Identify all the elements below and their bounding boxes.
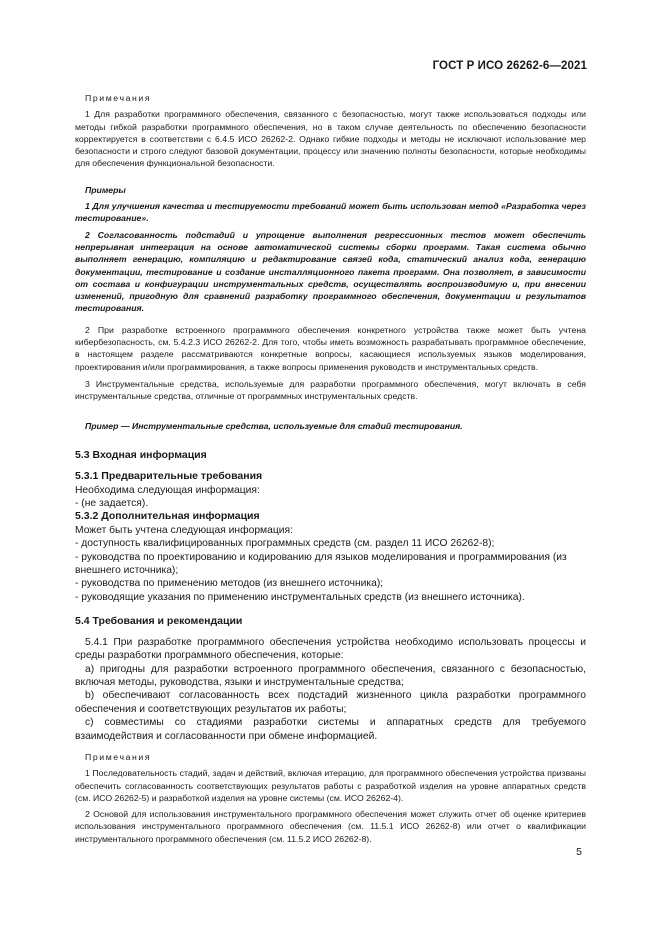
list-item: - доступность квалифицированных программных средств (см. раздел 11 ИСО 26262-8); [75,538,495,550]
requirement-item-a: a) пригодны для разработки встроенного программного обеспечения, связанного с безопасностью, включая методы, руководства, языки и инструментальные средства; [75,663,586,688]
page-number: 5 [576,846,582,858]
section-text: Необходима следующая информация: [75,484,260,496]
example-tools: Пример — Инструментальные средства, используемые для стадий тестирования. [85,420,463,431]
notes-heading: Примечания [85,751,152,762]
note-paragraph: 2 Основой для использования инструментального программного обеспечения может служить отчет об оценке критериев использования инструментального программного обеспечения (см. 11.5.1 ИСО 26262-8) или отчет о квалификации инструментального программного обеспечения (см. 11.5.2 ИСО 26262-8). [75,809,586,844]
list-item: - руководящие указания по применению инструментальных средств (из внешнего источника). [75,591,525,603]
section-5-4-title: 5.4 Требования и рекомендации [75,615,243,628]
section-text: Может быть учтена следующая информация: [75,524,293,536]
requirement-paragraph: 5.4.1 При разработке программного обеспечения устройства необходимо использовать процессы и среды разработки программного обеспечения, которые: [75,636,586,662]
list-item: - руководства по применению методов (из внешнего источника); [75,578,384,590]
requirement-item-c: c) совместимы со стадиями разработки системы и аппаратных средств для требуемого взаимодействия и согласованности при обмене информацией. [75,717,586,742]
example-paragraph: 2 Согласованность подстадий и упрощение выполнения регрессионных тестов может обеспечить непрерывная интеграция на основе автоматической системы сборки программ. Такая система обычно выполняет генерацию, компиляцию и редактирование связей кода, статический анализ кода, генерацию документации, тестирование и создание инсталляционного пакета программ. Она позволяет, в зависимости от состава и конфигурации инструментальных средств, осуществлять воспроизводимую и, при внесении изменений, пригодную для сравнений разработку программного обеспечения, документации и результатов тестирования. [75,229,586,314]
examples-heading: Примеры [85,184,126,195]
notes-heading: Примечания [85,93,152,103]
example-paragraph: 1 Для улучшения качества и тестируемости требований может быть использован метод «Разработка через тестирование». [75,201,586,224]
list-item: - руководства по проектированию и кодированию для языков моделирования и программирования (из внешнего источника); [75,551,567,577]
document-header: ГОСТ Р ИСО 26262-6—2021 [432,60,587,72]
section-5-3-1-title: 5.3.1 Предварительные требования [75,470,263,483]
note-paragraph: 3 Инструментальные средства, используемые для разработки программного обеспечения, могут включать в себя инструментальные средства, отличные от программных инструментальных средств. [75,378,586,402]
note-paragraph: 2 При разработке встроенного программного обеспечения конкретного устройства также может быть учтена кибербезопасность, см. 5.4.2.3 ИСО 26262-2. Для того, чтобы иметь возможность разрабатывать программное обеспечение, в настоящем разделе рассматриваются конкретные вопросы, касающиеся используемых языков моделирования, проектирования и/или программирования, а также вопросы применения руководств и инструментальных средств. [75,324,586,372]
page-body [75,92,586,845]
requirement-item-b: b) обеспечивают согласованность всех подстадий жизненного цикла разработки программного обеспечения и соответствующих результатов их работы; [75,690,586,715]
section-5-3-2-title: 5.3.2 Дополнительная информация [75,510,260,523]
note-paragraph: 1 Для разработки программного обеспечения, связанного с безопасностью, могут также использоваться подходы или методы гибкой разработки программного обеспечения, но в таком случае деятельность по обеспечению безопасности корректируется в соответствии с 6.4.5 ИСО 26262-2. Однако гибкие подходы и методы не исключают использование мер безопасности и строго следуют базовой документации, процессу или значению полноты безопасности, которые необходимы для обеспечения функциональной безопасности. [75,109,586,169]
note-paragraph: 1 Последовательность стадий, задач и действий, включая итерацию, для программного обеспечения устройства призваны обеспечить согласованность соответствующих результатов работы с разработкой изделия на уровне аппаратных средств (см. ИСО 26262-5) и разработкой изделия на уровне системы (см. ИСО 26262-4). [75,768,586,803]
section-5-3-title: 5.3 Входная информация [75,448,207,461]
list-item: - (не задается). [75,498,149,510]
